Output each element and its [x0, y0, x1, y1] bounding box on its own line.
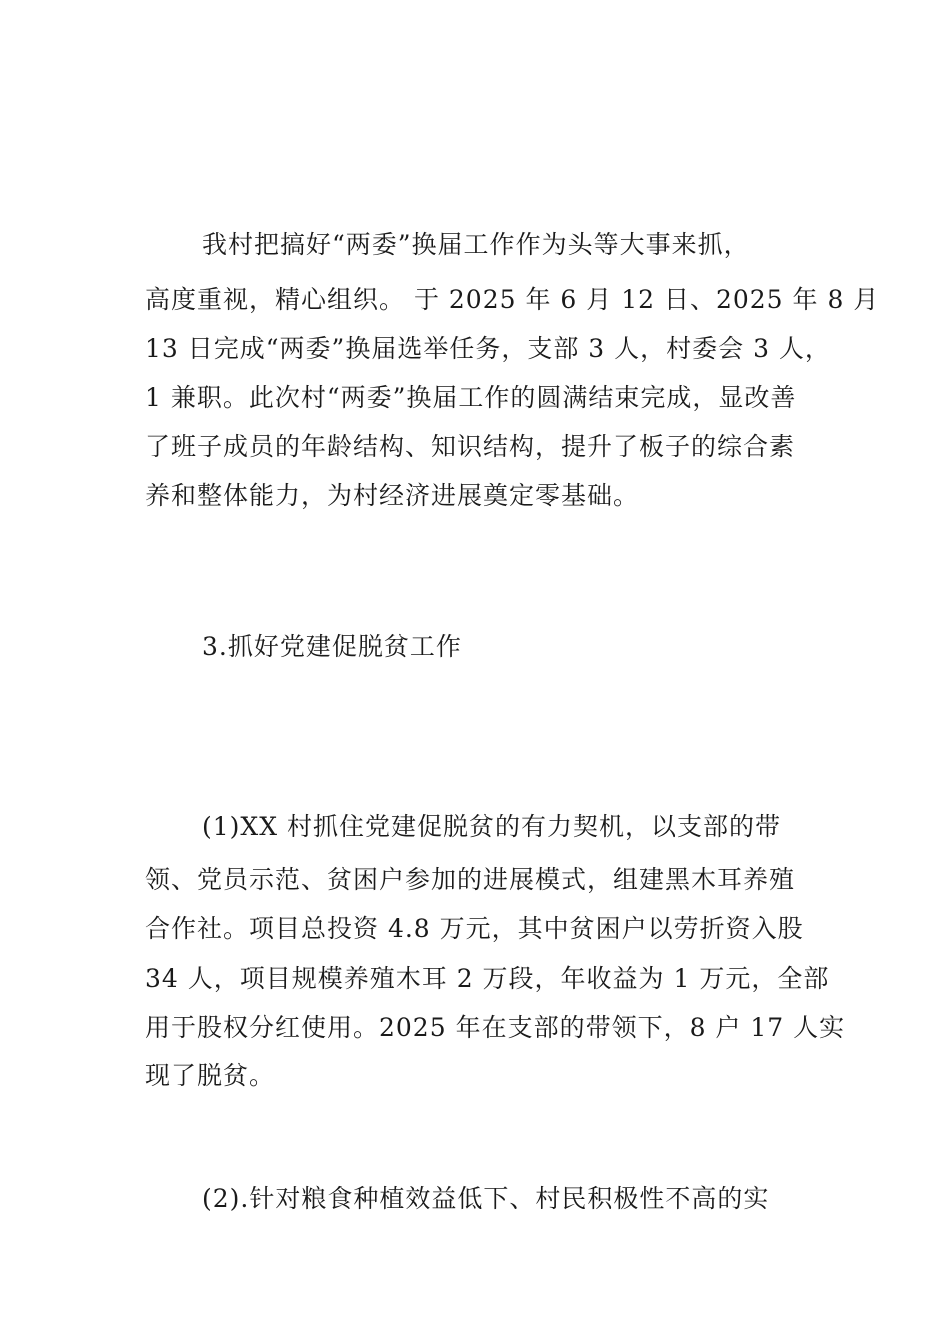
paragraph-line: 34 人，项目规模养殖木耳 2 万段，年收益为 1 万元，全部 [145, 964, 830, 993]
paragraph-line: (1)XX 村抓住党建促脱贫的有力契机，以支部的带 [202, 812, 781, 841]
paragraph-line: 领、党员示范、贫困户参加的进展模式，组建黑木耳养殖 [145, 865, 796, 894]
paragraph-line: 现了脱贫。 [145, 1061, 276, 1090]
paragraph-line: 养和整体能力，为村经济进展奠定零基础。 [145, 481, 640, 510]
paragraph-line: 用于股权分红使用。2025 年在支部的带领下，8 户 17 人实 [145, 1013, 846, 1042]
paragraph-line: 我村把搞好“两委”换届工作作为头等大事来抓， [202, 230, 750, 259]
paragraph-line: 13 日完成“两委”换届选举任务，支部 3 人，村委会 3 人， [145, 334, 831, 363]
paragraph-line: (2).针对粮食种植效益低下、村民积极性不高的实 [202, 1184, 770, 1213]
paragraph-line: 高度重视，精心组织。 于 2025 年 6 月 12 日、2025 年 8 月 [145, 285, 880, 314]
paragraph-line: 合作社。项目总投资 4.8 万元，其中贫困户以劳折资入股 [145, 914, 804, 943]
paragraph-line: 了班子成员的年龄结构、知识结构，提升了板子的综合素 [145, 432, 796, 461]
paragraph-line: 1 兼职。此次村“两委”换届工作的圆满结束完成，显改善 [145, 383, 797, 412]
section-heading: 3.抓好党建促脱贫工作 [202, 632, 462, 661]
